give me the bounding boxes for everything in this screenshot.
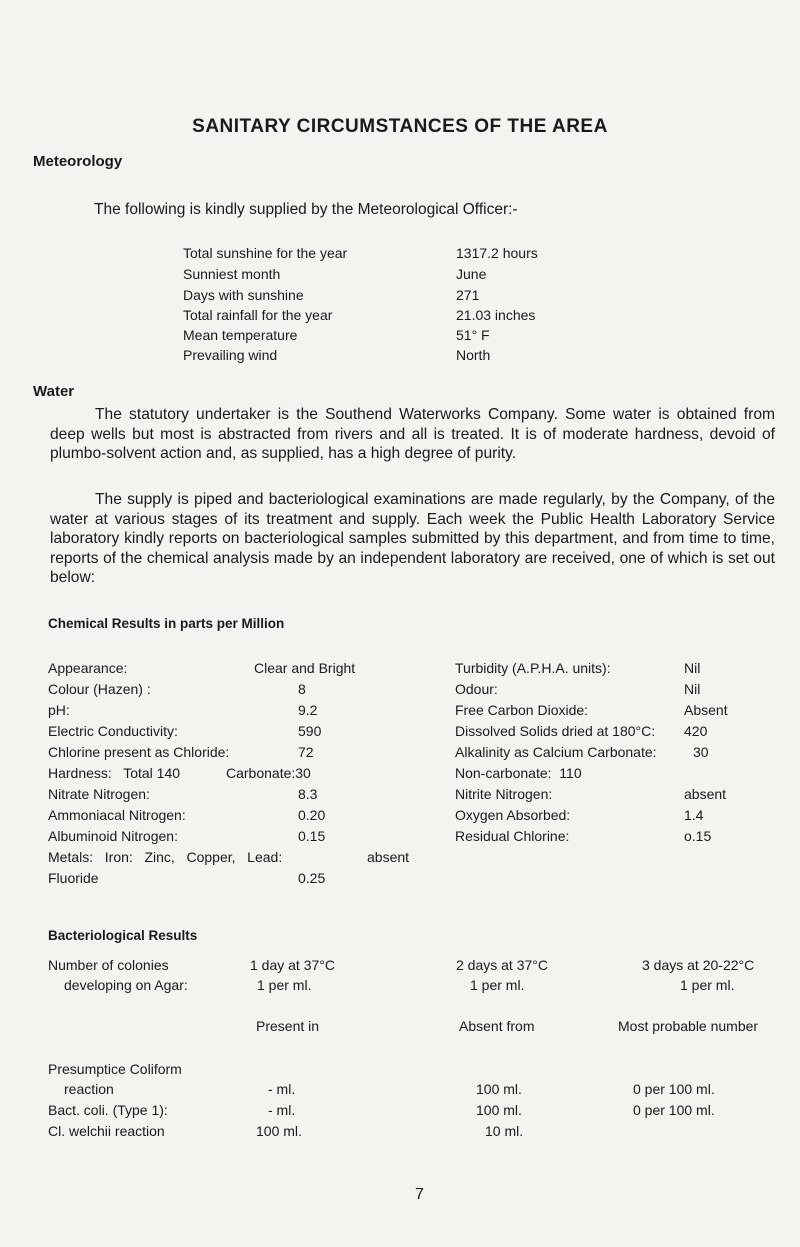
bact-present: 100 ml. — [256, 1123, 302, 1139]
col-3-day-value: 1 per ml. — [680, 977, 735, 993]
chem-value: Carbonate:30 — [226, 765, 311, 781]
chem-value: Nil — [684, 660, 701, 676]
chem-label: Alkalinity as Calcium Carbonate: — [455, 744, 657, 760]
col-2-day-value: 1 per ml. — [470, 977, 525, 993]
chem-label: Chlorine present as Chloride: — [48, 744, 230, 760]
fluoride-value: 0.25 — [298, 870, 326, 886]
chemical-heading: Chemical Results in parts per Million — [48, 616, 285, 631]
page-title: SANITARY CIRCUMSTANCES OF THE AREA — [192, 116, 608, 137]
bact-row-label: Presumptice Coliform — [48, 1061, 182, 1077]
bact-absent: 10 ml. — [485, 1123, 524, 1139]
colonies-label: developing on Agar: — [64, 977, 188, 993]
chem-label: Appearance: — [48, 660, 128, 676]
chem-label: Residual Chlorine: — [455, 828, 570, 844]
chem-value: 9.2 — [298, 702, 318, 718]
bact-present: - ml. — [268, 1081, 296, 1097]
chem-value: Clear and Bright — [254, 660, 356, 676]
bact-mpn: 0 per 100 ml. — [633, 1102, 715, 1118]
water-heading: Water — [33, 383, 75, 400]
fluoride-label: Fluoride — [48, 870, 99, 886]
met-label: Prevailing wind — [183, 347, 278, 363]
chem-label: Ammoniacal Nitrogen: — [48, 807, 186, 823]
chem-label: Dissolved Solids dried at 180°C: — [455, 723, 656, 739]
bact-absent: 100 ml. — [476, 1081, 522, 1097]
header-mpn: Most probable number — [618, 1018, 759, 1034]
bact-absent: 100 ml. — [476, 1102, 522, 1118]
colonies-label: Number of colonies — [48, 957, 169, 973]
chem-label: Turbidity (A.P.H.A. units): — [455, 660, 611, 676]
chem-label: Non-carbonate: 110 — [455, 765, 582, 781]
bact-mpn: 0 per 100 ml. — [633, 1081, 715, 1097]
col-3-day-head: 3 days at 20-22°C — [642, 957, 755, 973]
chem-value: 590 — [298, 723, 322, 739]
met-label: Total sunshine for the year — [183, 245, 348, 261]
chem-label: pH: — [48, 702, 70, 718]
met-label: Days with sunshine — [183, 287, 304, 303]
chem-value: 30 — [693, 744, 709, 760]
chem-value: 8 — [298, 681, 306, 697]
page-number: 7 — [415, 1186, 424, 1203]
water-paragraph-2: The supply is piped and bacteriological examinations are made regularly, by the Company, of the water at various stages of its treatment and supply. Each week the Public Health Laboratory Service laboratory kindly reports on bacteriological samples submitted by this department, and from time to time, reports of the chemical analysis made by an independent laboratory are received, one of which is set out below: — [50, 491, 775, 587]
metals-value: absent — [367, 849, 410, 865]
col-1-day-value: 1 per ml. — [257, 977, 312, 993]
chem-label: Nitrite Nitrogen: — [455, 786, 553, 802]
chem-label: Albuminoid Nitrogen: — [48, 828, 178, 844]
chem-value: 72 — [298, 744, 314, 760]
chem-value: 0.15 — [298, 828, 326, 844]
met-label: Sunniest month — [183, 266, 281, 282]
header-present: Present in — [256, 1018, 320, 1034]
bact-row-label: Cl. welchii reaction — [48, 1123, 165, 1139]
chem-label: Electric Conductivity: — [48, 723, 178, 739]
chem-label: Free Carbon Dioxide: — [455, 702, 589, 718]
chem-label: Colour (Hazen) : — [48, 681, 151, 697]
met-value: June — [456, 266, 487, 282]
chem-value: Nil — [684, 681, 701, 697]
meteorology-intro: The following is kindly supplied by the Meteorological Officer:- — [94, 201, 518, 218]
col-1-day-head: 1 day at 37°C — [250, 957, 335, 973]
bact-row-label: Bact. coli. (Type 1): — [48, 1102, 168, 1118]
met-value: 21.03 inches — [456, 307, 536, 323]
water-paragraph-1: The statutory undertaker is the Southend Waterworks Company. Some water is obtained from deep wells but most is abstracted from rivers and all is treated. It is of moderate hardness, devoid of plumbo-solvent action and, as supplied, has a high degree of purity. — [50, 406, 775, 463]
chem-label: Nitrate Nitrogen: — [48, 786, 150, 802]
col-2-day-head: 2 days at 37°C — [456, 957, 548, 973]
met-value: North — [456, 347, 491, 363]
chem-value: 0.20 — [298, 807, 326, 823]
bact-row-label: reaction — [64, 1081, 114, 1097]
met-value: 1317.2 hours — [456, 245, 538, 261]
met-label: Total rainfall for the year — [183, 307, 333, 323]
met-value: 51° F — [456, 327, 490, 343]
met-label: Mean temperature — [183, 327, 298, 343]
met-value: 271 — [456, 287, 480, 303]
chem-value: absent — [684, 786, 727, 802]
bacteriological-heading: Bacteriological Results — [48, 928, 198, 943]
metals-label: Metals: Iron: Zinc, Copper, Lead: — [48, 849, 283, 865]
header-absent: Absent from — [459, 1018, 535, 1034]
meteorology-heading: Meteorology — [33, 153, 123, 170]
chem-label: Hardness: Total 140 — [48, 765, 181, 781]
chem-value: Absent — [684, 702, 728, 718]
chem-label: Oxygen Absorbed: — [455, 807, 571, 823]
chem-value: 8.3 — [298, 786, 318, 802]
chem-label: Odour: — [455, 681, 498, 697]
chem-value: o.15 — [684, 828, 712, 844]
bact-present: - ml. — [268, 1102, 296, 1118]
chem-value: 1.4 — [684, 807, 704, 823]
chem-value: 420 — [684, 723, 708, 739]
